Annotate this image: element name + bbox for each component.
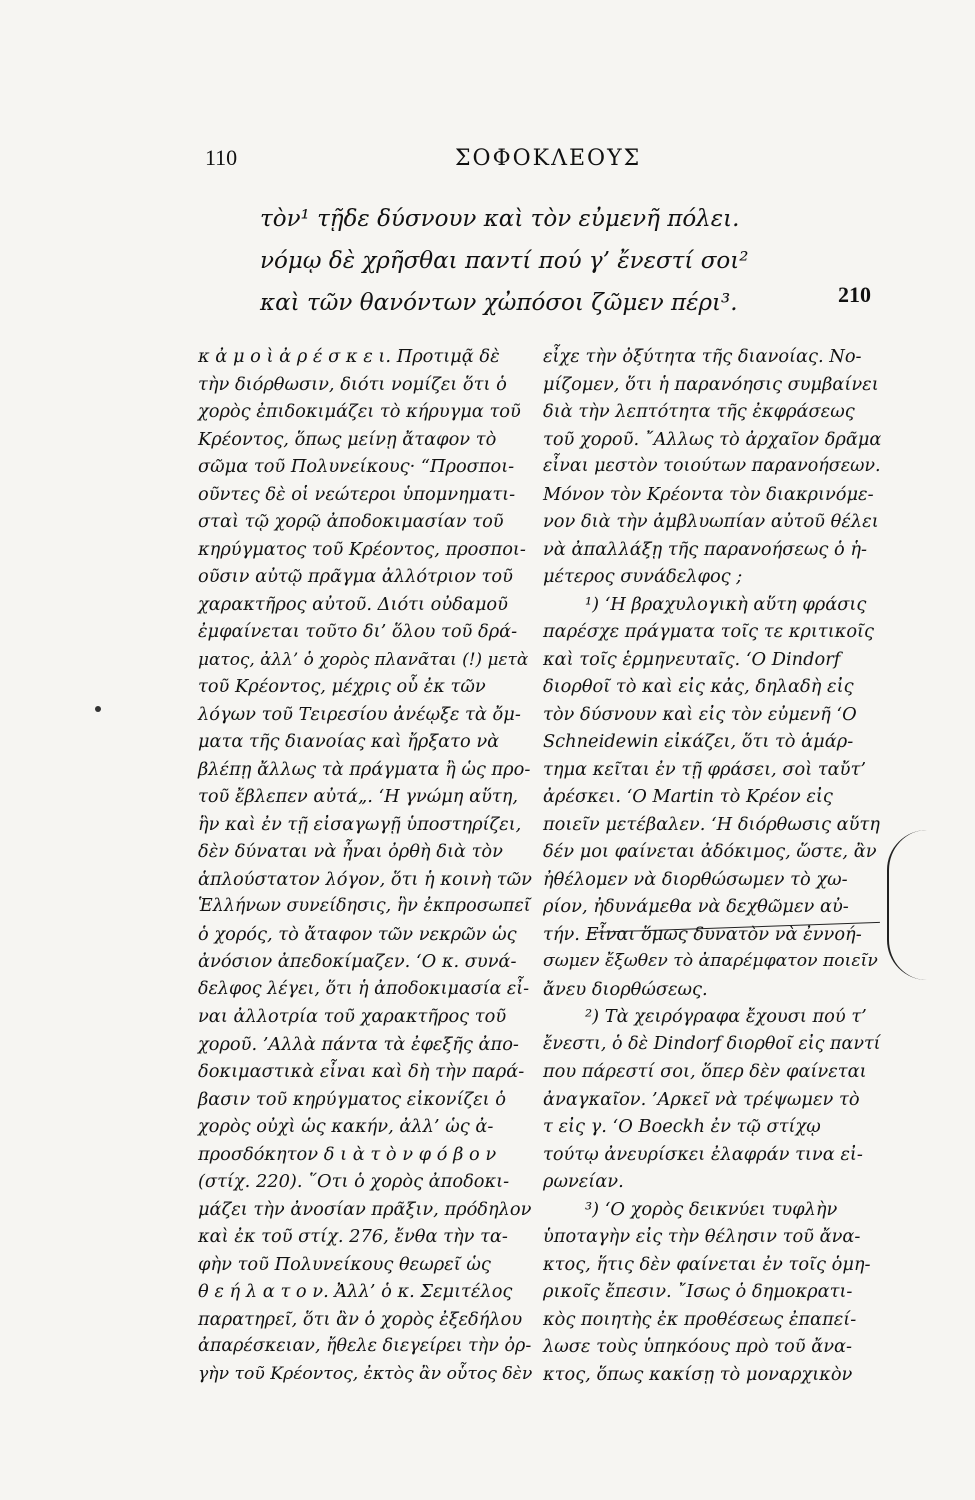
running-title: ΣΟΦΟΚΛΕΟΥΣ	[455, 146, 642, 171]
text-line: τ εἰς γ. ‘Ο Boeckh ἐν τῷ στίχῳ	[543, 1116, 821, 1137]
text-line: (στίχ. 220). ῞Οτι ὁ χορὸς ἀποδοκι-	[198, 1171, 510, 1192]
text-line: ματος, ἀλλ’ ὁ χορὸς πλανᾶται (!) μετὰ	[198, 648, 529, 669]
text-line: ἠθέλομεν νὰ διορθώσωμεν τὸ χω-	[543, 868, 848, 890]
text-line: σταὶ τῷ χορῷ ἀποδοκιμασίαν τοῦ	[198, 511, 504, 532]
verse-line: τὸν¹ τῇδε δύσνουν καὶ τὸν εὐμενῆ πόλει.	[260, 206, 740, 232]
text-line: τοῦ Κρέοντος, μέχρις οὗ ἐκ τῶν	[198, 676, 486, 697]
text-line: δὲν δύναται νὰ ἦναι ὀρθὴ διὰ τὸν	[198, 841, 503, 862]
text-line: ἄνευ διορθώσεως.	[543, 978, 708, 1000]
text-line: ἁπλούστατον λόγον, ὅτι ἡ κοινὴ τῶν	[198, 868, 532, 890]
text-line: Κρέοντος, ὅπως μείνῃ ἄταφον τὸ	[198, 428, 497, 450]
text-line: σῶμα τοῦ Πολυνείκους· “Προσποι-	[198, 456, 515, 477]
text-line: χαρακτῆρος αὐτοῦ. Διότι οὐδαμοῦ	[198, 593, 508, 615]
text-line: σωμεν ἔξωθεν τὸ ἀπαρέμφατον ποιεῖν	[543, 951, 878, 971]
text-line: προσδόκητον δ ι ὰ τ ὸ ν φ ό β ο ν	[198, 1143, 497, 1165]
text-line: κ ἀ μ ο ὶ ἀ ρ έ σ κ ε ι. Προτιμᾷ δὲ	[198, 346, 500, 367]
text-line: ἀνόσιον ἀπεδοκίμαζεν. ‘Ο κ. συνά-	[198, 951, 517, 972]
text-line: ἀπαρέσκειαν, ἤθελε διεγείρει τὴν ὀρ-	[198, 1336, 532, 1356]
text-line: εἶναι μεστὸν τοιούτων παρανοήσεων.	[543, 456, 881, 476]
text-line: γὴν τοῦ Κρέοντος, ἐκτὸς ἂν οὗτος δὲν	[198, 1363, 533, 1384]
text-line: ἔνεστι, ὁ δὲ Dindorf διορθοῖ εἰς παντί	[543, 1033, 881, 1054]
text-line: ρωνείαν.	[543, 1171, 624, 1192]
text-line: διορθοῖ τὸ καὶ εἰς κἀς, δηλαδὴ εἰς	[543, 676, 854, 697]
text-line: που πάρεστί σοι, ὅπερ δὲν φαίνεται	[543, 1061, 867, 1082]
text-line: ρίον, ἠδυνάμεθα νὰ δεχθῶμεν αὐ-	[543, 896, 849, 917]
handwritten-bracket	[887, 830, 929, 980]
text-line: δελφος λέγει, ὅτι ἡ ἀποδοκιμασία εἶ-	[198, 978, 529, 999]
verse-line: νόμῳ δὲ χρῆσθαι παντί πού γ’ ἔνεστί σοι²	[260, 248, 749, 274]
text-line: μάζει τὴν ἀνοσίαν πρᾶξιν, πρόδηλον	[198, 1198, 532, 1220]
text-line: ἣν καὶ ἐν τῇ εἰσαγωγῇ ὑποστηρίζει,	[198, 813, 522, 835]
text-line: ποιεῖν μετέβαλεν. ‘Η διόρθωσις αὕτη	[543, 813, 880, 835]
text-line: τούτῳ ἀνευρίσκει ἐλαφράν τινα εἰ-	[543, 1143, 863, 1165]
text-line: ³) ‘Ο χορὸς δεικνύει τυφλὴν	[585, 1198, 838, 1220]
text-line: ἀναγκαῖον. ’Αρκεῖ νὰ τρέψωμεν τὸ	[543, 1088, 860, 1110]
text-line: οῦσιν αὐτῷ πρᾶγμα ἀλλότριον τοῦ	[198, 566, 513, 587]
text-line: κὸς ποιητὴς ἐκ προθέσεως ἐπαπεί-	[543, 1308, 857, 1330]
text-line: ἀρέσκει. ‘Ο Martin τὸ Κρέον εἰς	[543, 786, 833, 807]
text-line: τήν. Εἶναι ὅμως δυνατὸν νὰ ἐννοή-	[543, 923, 862, 945]
text-line: δοκιμαστικὰ εἶναι καὶ δὴ τὴν παρά-	[198, 1061, 525, 1082]
text-line: λωσε τοὺς ὑπηκόους πρὸ τοῦ ἄνα-	[543, 1336, 853, 1357]
text-line: καὶ τοῖς ἑρμηνευταῖς. ‘Ο Dindorf	[543, 648, 841, 670]
text-line: ὁ χορός, τὸ ἄταφον τῶν νεκρῶν ὡς	[198, 923, 517, 945]
text-line: ναι ἀλλοτρία τοῦ χαρακτῆρος τοῦ	[198, 1006, 507, 1027]
text-line: κτος, ὅπως κακίσῃ τὸ μοναρχικὸν	[543, 1363, 853, 1385]
text-line: διὰ τὴν λεπτότητα τῆς ἐκφράσεως	[543, 401, 855, 422]
text-line: Ἑλλήνων συνείδησις, ἣν ἐκπροσωπεῖ	[198, 896, 531, 916]
text-line: παρατηρεῖ, ὅτι ἂν ὁ χορὸς ἐξεδήλου	[198, 1308, 523, 1330]
verse-line: καὶ τῶν θανόντων χὠπόσοι ζῶμεν πέρι³.	[260, 290, 738, 316]
text-line: ρικοῖς ἔπεσιν. ῎Ισως ὁ δημοκρατι-	[543, 1281, 853, 1302]
text-line: τὸν δύσνουν καὶ εἰς τὸν εὐμενῆ ‘Ο	[543, 703, 857, 725]
ink-spot	[95, 706, 101, 712]
commentary-left-column	[198, 343, 533, 1388]
text-line: ἐμφαίνεται τοῦτο δι’ ὅλου τοῦ δρά-	[198, 621, 518, 642]
text-line: δέν μοι φαίνεται ἀδόκιμος, ὥστε, ἂν	[543, 841, 877, 862]
verse-line-number: 210	[838, 282, 871, 307]
text-line: βλέπῃ ἄλλως τὰ πράγματα ἢ ὡς προ-	[198, 758, 531, 780]
text-line: τημα κεῖται ἐν τῇ φράσει, σοὶ ταὔτ’	[543, 758, 866, 780]
text-line: παρέσχε πράγματα τοῖς τε κριτικοῖς	[543, 621, 874, 642]
text-line: οῦντες δὲ οἱ νεώτεροι ὑπομνηματι-	[198, 483, 516, 505]
text-line: λόγων τοῦ Τειρεσίου ἀνέῳξε τὰ ὄμ-	[198, 703, 521, 725]
text-line: ὑποταγὴν εἰς τὴν θέλησιν τοῦ ἄνα-	[543, 1226, 861, 1247]
text-line: θ ε ή λ α τ ο ν. Ἀλλ’ ὁ κ. Σεμιτέλος	[198, 1281, 513, 1302]
text-line: ματα τῆς διανοίας καὶ ἤρξατο νὰ	[198, 731, 500, 752]
text-line: χορὸς ἐπιδοκιμάζει τὸ κήρυγμα τοῦ	[198, 401, 521, 422]
text-line: τοῦ ἔβλεπεν αὐτά„. ‘Η γνώμη αὕτη,	[198, 786, 519, 807]
text-line: κτος, ἥτις δὲν φαίνεται ἐν τοῖς ὁμη-	[543, 1253, 871, 1275]
page-number: 110	[205, 145, 238, 170]
text-line: χοροῦ. ’Αλλὰ πάντα τὰ ἐφεξῆς ἀπο-	[198, 1033, 519, 1055]
text-line: ¹) ‘Η βραχυλογικὴ αὕτη φράσις	[585, 593, 867, 615]
text-line: τὴν διόρθωσιν, διότι νομίζει ὅτι ὁ	[198, 373, 507, 395]
commentary-right-column	[543, 343, 883, 1388]
text-line: νὰ ἀπαλλάξῃ τῆς παρανοήσεως ὁ ἡ-	[543, 538, 868, 560]
verse-block	[260, 198, 860, 324]
text-line: μέτερος συνάδελφος ;	[543, 566, 743, 587]
text-line: Μόνον τὸν Κρέοντα τὸν διακρινόμε-	[543, 483, 874, 505]
text-line: τοῦ χοροῦ. ῎Αλλως τὸ ἀρχαῖον δρᾶμα	[543, 428, 882, 450]
text-line: ²) Τὰ χειρόγραφα ἔχουσι πού τ’	[585, 1006, 867, 1027]
text-line: εἶχε τὴν ὀξύτητα τῆς διανοίας. Νο-	[543, 346, 862, 367]
text-line: καὶ ἐκ τοῦ στίχ. 276, ἔνθα τὴν τα-	[198, 1226, 508, 1247]
text-line: Schneidewin εἰκάζει, ὅτι τὸ ἁμάρ-	[543, 731, 854, 752]
text-line: χορὸς οὐχὶ ὡς κακήν, ἀλλ’ ὡς ἀ-	[198, 1116, 494, 1137]
text-line: κηρύγματος τοῦ Κρέοντος, προσποι-	[198, 538, 526, 560]
text-line: φὴν τοῦ Πολυνείκους θεωρεῖ ὡς	[198, 1253, 491, 1275]
text-line: νον διὰ τὴν ἀμβλυωπίαν αὐτοῦ θέλει	[543, 511, 879, 532]
text-line: βασιν τοῦ κηρύγματος εἰκονίζει ὁ	[198, 1088, 506, 1110]
text-line: μίζομεν, ὅτι ἡ παρανόησις συμβαίνει	[543, 373, 879, 395]
